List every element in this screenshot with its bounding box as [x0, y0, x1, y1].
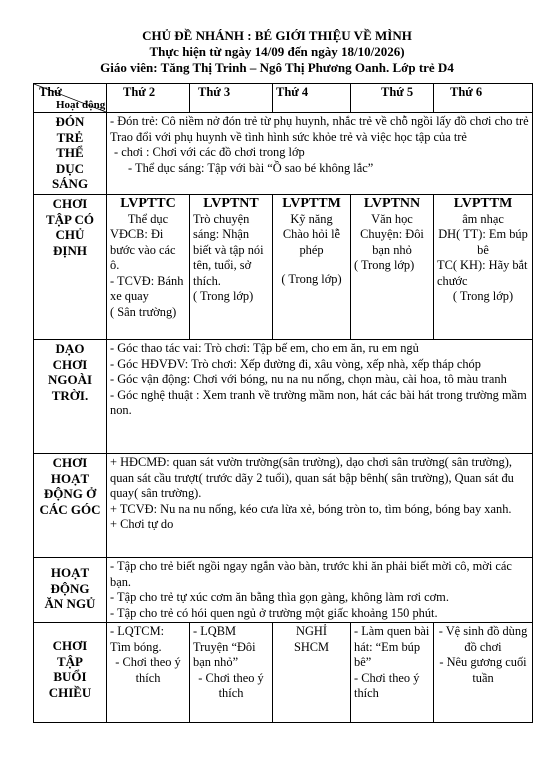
document-title: CHỦ ĐỀ NHÁNH : BÉ GIỚI THIỆU VỀ MÌNH — [142, 28, 412, 43]
cell-line: ( Trong lớp) — [281, 272, 342, 286]
day-header: Thứ 4 — [273, 84, 351, 113]
cell-line: ( Trong lớp) — [452, 289, 514, 303]
cell-line: - LQTCM: — [110, 624, 165, 638]
cell-line: Truyện “Đôi bạn nhỏ” — [193, 639, 256, 669]
corner-cell — [34, 84, 107, 113]
row-label: CHƠI TẬP BUỔI CHIỀU — [34, 623, 107, 723]
afternoon-cell — [190, 623, 273, 723]
cell-line: ( Sân trường) — [110, 304, 177, 319]
content-line: + TCVĐ: Nu na nu nống, kéo cưa lừa xẻ, bóng tròn to, tìm bóng, bóng bay xanh. — [110, 501, 512, 516]
cell-line: âm nhạc — [462, 211, 504, 226]
row-hoat-dong-goc — [34, 454, 533, 558]
content-line: - Tập cho trẻ biết ngồi ngay ngắn vào bàn, trước khi ăn phải biết mời cô, mời các bạn. — [110, 559, 512, 589]
row-don-tre — [34, 113, 533, 195]
day-header: Thứ 3 — [190, 84, 273, 113]
activity-cell — [434, 195, 533, 340]
content-line: - Góc thao tác vai: Trò chơi: Tập bế em, cho em ăn, ru em ngủ — [110, 341, 419, 355]
row-content — [107, 454, 533, 558]
afternoon-cell — [351, 623, 434, 723]
corner-top-label: Thứ — [39, 85, 62, 99]
activity-cell — [351, 195, 434, 340]
row-content — [107, 558, 533, 623]
content-line: - Góc HĐVĐV: Trò chơi: Xếp đường đi, xâu vòng, xếp nhà, xếp tháp chóp — [110, 356, 481, 371]
row-label: CHƠI HOẠT ĐỘNG Ở CÁC GÓC — [34, 454, 107, 558]
cell-line: - Chơi theo ý thích — [354, 670, 420, 700]
cell-line: NGHỈ — [296, 624, 327, 638]
row-label: ĐÓN TRẺ THỂ DỤC SÁNG — [34, 113, 107, 195]
content-line: + HĐCMĐ: quan sát vườn trường(sân trường), dạo chơi sân trường( sân trường), quan sát cầu trượt( trước dãy 2 tuổi), quan sát bập bênh( sân trường), Quan sát đu quay( sân trường). — [110, 455, 514, 500]
schedule-table — [33, 83, 533, 723]
activity-cell — [190, 195, 273, 340]
activity-cell — [273, 195, 351, 340]
content-line: - Thể dục sáng: Tập với bài “Ồ sao bé không lắc” — [128, 160, 374, 175]
cell-head: LVPTTM — [453, 196, 513, 211]
cell-line: - Nêu gương cuối tuần — [439, 655, 527, 685]
cell-line: DH( TT): Em búp bê — [438, 227, 528, 257]
cell-line: Chào hỏi lễ phép — [282, 227, 341, 257]
cell-line: TC( KH): Hãy bắt chước — [437, 258, 528, 288]
row-label: DẠO CHƠI NGOÀI TRỜI. — [34, 340, 107, 454]
document-teachers: Giáo viên: Tăng Thị Trinh – Ngô Thị Phương Oanh. Lớp trẻ D4 — [100, 60, 454, 75]
cell-line: Thể dục — [127, 211, 169, 226]
row-chieu — [34, 623, 533, 723]
day-header: Thứ 6 — [434, 84, 533, 113]
content-line: - Tập cho trẻ có hói quen ngủ ở trường một giấc khoảng 150 phút. — [110, 605, 438, 620]
content-line: + Chơi tự do — [110, 517, 174, 531]
content-line: - Góc vận động: Chơi với bóng, nu na nu nống, chọn màu, cài hoa, tô màu tranh — [110, 372, 507, 386]
row-an-ngu — [34, 558, 533, 623]
table-header-row — [34, 84, 533, 113]
corner-bottom-label: Hoạt động — [56, 99, 106, 111]
row-choi-tap — [34, 195, 533, 340]
row-label: CHƠI TẬP CÓ CHỦ ĐỊNH — [34, 195, 107, 340]
row-content — [107, 340, 533, 454]
activity-cell — [107, 195, 190, 340]
cell-line: - LQBM — [193, 624, 237, 638]
row-content — [107, 113, 533, 195]
cell-head: LVPTNN — [363, 196, 421, 211]
cell-line: Chuyện: Đôi bạn nhỏ — [360, 227, 424, 257]
document-dates: Thực hiện từ ngày 14/09 đến ngày 18/10/2026) — [149, 44, 405, 59]
row-label: HOẠT ĐỘNG ĂN NGỦ — [34, 558, 107, 623]
afternoon-cell — [273, 623, 351, 723]
content-line: - chơi : Chơi với các đồ chơi trong lớp — [114, 145, 305, 159]
cell-head: LVPTTM — [282, 196, 341, 211]
day-header: Thứ 2 — [107, 84, 190, 113]
cell-line: Tìm bóng. — [110, 639, 162, 654]
cell-head: LVPTNT — [203, 196, 259, 211]
cell-line: Kỹ năng — [290, 211, 333, 226]
cell-line: ( Trong lớp) — [193, 289, 254, 303]
cell-line: - Làm quen bài hát: “Em búp bê” — [354, 624, 430, 669]
cell-line: Trò chuyện sáng: Nhận biết và tập nói tên, tuổi, sở thích. — [193, 211, 264, 288]
content-line: - Góc nghệ thuật : Xem tranh về trường mầm non, hát các bài hát trong trường mầm non. — [110, 387, 527, 417]
cell-line: SHCM — [293, 639, 330, 654]
document-header — [0, 28, 554, 76]
content-line: - Tập cho trẻ tự xúc cơm ăn bằng thìa gọn gàng, không làm rơi cơm. — [110, 590, 449, 604]
day-header: Thứ 5 — [351, 84, 434, 113]
cell-head: LVPTTC — [120, 196, 176, 211]
cell-line: - Chơi theo ý thích — [115, 655, 181, 685]
cell-line: VĐCB: Đi bước vào các ô. — [110, 227, 176, 272]
cell-line: ( Trong lớp) — [354, 258, 415, 272]
afternoon-cell — [434, 623, 533, 723]
cell-line: Văn học — [371, 211, 413, 226]
afternoon-cell — [107, 623, 190, 723]
cell-line: - Chơi theo ý thích — [198, 670, 264, 700]
row-dao-choi — [34, 340, 533, 454]
content-line: - Đón trẻ: Cô niềm nở đón trẻ từ phụ huynh, nhắc trẻ về chỗ ngồi lấy đồ chơi cho trẻ Trao đổi với phụ huynh về tình hình sức khỏe trẻ và việc học tập của trẻ — [110, 114, 529, 144]
cell-line: - Vệ sinh đồ dùng đồ chơi — [438, 624, 528, 654]
cell-line: - TCVĐ: Bánh xe quay — [110, 273, 184, 303]
